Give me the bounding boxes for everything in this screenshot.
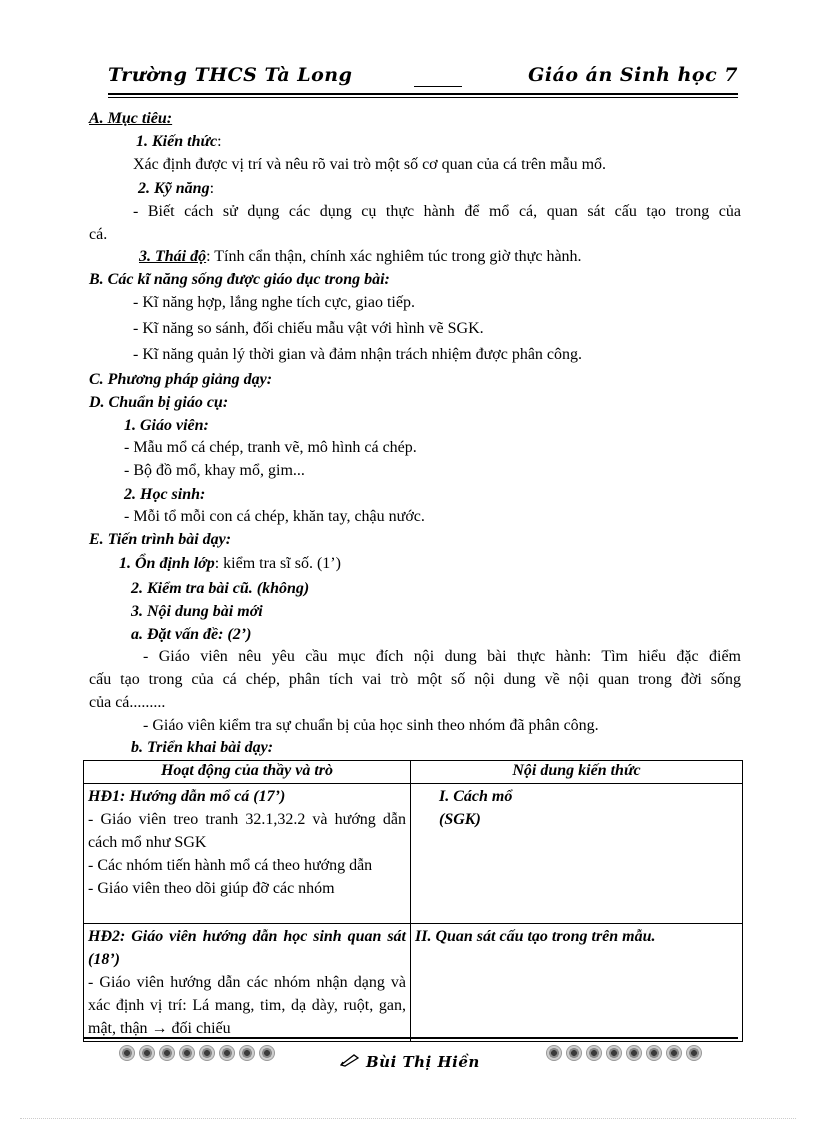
- d1-label: 1. Giáo viên:: [124, 417, 209, 434]
- flower-icon: [685, 1044, 703, 1062]
- content-title: I. Cách mổ: [439, 788, 513, 805]
- flower-icon: [665, 1044, 683, 1062]
- flower-icon: [238, 1044, 256, 1062]
- a3-line: [139, 248, 582, 266]
- flower-icon: [218, 1044, 236, 1062]
- a2-text-line2: cá.: [89, 226, 108, 243]
- a1-colon: :: [217, 133, 222, 150]
- author-signature: [340, 1053, 480, 1071]
- ea-text-line4: - Giáo viên kiểm tra sự chuẩn bị của học sinh theo nhóm đã phân công.: [143, 717, 599, 734]
- section-d-title: D. Chuẩn bị giáo cụ:: [89, 394, 229, 411]
- a3-label: 3. Thái độ: [139, 248, 207, 265]
- flower-icon: [138, 1044, 156, 1062]
- a1-text: Xác định được vị trí và nêu rõ vai trò một số cơ quan của cá trên mẫu mổ.: [133, 156, 607, 173]
- flower-icon: [158, 1044, 176, 1062]
- a2-colon: :: [209, 180, 215, 197]
- content-title: II. Quan sát cấu tạo trong trên mẫu.: [415, 928, 656, 945]
- d1-item-1: - Mẫu mổ cá chép, tranh vẽ, mô hình cá chép.: [124, 439, 417, 456]
- e1-line: [119, 555, 341, 573]
- flower-icon: [585, 1044, 603, 1062]
- table-row: [84, 924, 743, 1042]
- activity-title: HĐ1: Hướng dẫn mổ cá (17’): [88, 788, 286, 805]
- flower-icon: [198, 1044, 216, 1062]
- school-name: Trường THCS Tà Long: [108, 64, 353, 86]
- flower-icon: [625, 1044, 643, 1062]
- e2-label: 2. Kiểm tra bài cũ. (không): [131, 580, 310, 597]
- page-edge: [20, 1118, 796, 1119]
- a2-label: 2. Kỹ năng: [138, 180, 210, 197]
- ea-text-line1: - Giáo viên nêu yêu cầu mục đích nội dung bài thực hành: Tìm hiểu đặc điểm: [143, 648, 741, 665]
- content-sub: (SGK): [439, 811, 481, 828]
- table-row: [84, 784, 743, 924]
- b-item-1: - Kĩ năng hợp, lắng nghe tích cực, giao tiếp.: [133, 294, 415, 311]
- header-rule-thin: [108, 97, 738, 98]
- a1-heading: [136, 133, 222, 151]
- flower-icon: [118, 1044, 136, 1062]
- table-header-content: Nội dung kiến thức: [411, 761, 743, 784]
- e3-label: 3. Nội dung bài mới: [131, 603, 263, 620]
- flower-border-left: [118, 1044, 276, 1066]
- footer-rule-thin: [83, 1041, 738, 1042]
- flower-border-right: [545, 1044, 703, 1066]
- a2-heading: [138, 180, 214, 198]
- b-item-3: - Kĩ năng quản lý thời gian và đảm nhận trách nhiệm được phân công.: [133, 346, 583, 363]
- d1-item-2: - Bộ đồ mổ, khay mổ, gim...: [124, 462, 305, 479]
- flower-icon: [545, 1044, 563, 1062]
- section-c-title: C. Phương pháp giảng dạy:: [89, 371, 273, 388]
- activity-line: - Giáo viên theo dõi giúp đỡ các nhóm: [88, 880, 335, 897]
- page-header: [108, 62, 738, 94]
- a1-label: 1. Kiến thức: [136, 133, 218, 150]
- flower-icon: [178, 1044, 196, 1062]
- content-cell: [411, 924, 743, 1042]
- ea-text-line3: của cá.........: [89, 694, 166, 711]
- section-e-title: E. Tiến trình bài dạy:: [89, 531, 232, 548]
- lesson-table: [83, 760, 743, 1042]
- header-divider: [414, 86, 462, 87]
- flower-icon: [258, 1044, 276, 1062]
- ea-label: a. Đặt vấn đề: (2’): [131, 626, 252, 643]
- table-header-activity: Hoạt động của thầy và trò: [84, 761, 411, 784]
- content-cell: [411, 784, 743, 924]
- b-item-2: - Kĩ năng so sánh, đối chiếu mẫu vật với hình vẽ SGK.: [133, 320, 484, 337]
- table-header-row: [84, 761, 743, 784]
- d2-text: - Mỗi tổ mỗi con cá chép, khăn tay, chậu nước.: [124, 508, 425, 525]
- footer-rule: [83, 1037, 738, 1039]
- activity-line: - Các nhóm tiến hành mổ cá theo hướng dẫn: [88, 857, 373, 874]
- e1-text: : kiểm tra sĩ số. (1’): [214, 555, 341, 572]
- d2-label: 2. Học sinh:: [124, 486, 206, 503]
- a3-text: : Tính cẩn thận, chính xác nghiêm túc trong giờ thực hành.: [206, 248, 582, 265]
- activity-line: - Giáo viên treo tranh 32.1,32.2 và hướng dẫn cách mổ như SGK: [88, 811, 406, 851]
- flower-icon: [605, 1044, 623, 1062]
- header-rule: [108, 93, 738, 95]
- author-name: Bùi Thị Hiền: [366, 1053, 480, 1071]
- pen-icon: [340, 1053, 360, 1071]
- flower-icon: [565, 1044, 583, 1062]
- section-a-title: A. Mục tiêu:: [89, 110, 173, 127]
- activity-cell: [84, 784, 411, 924]
- ea-text-line2: cấu tạo trong của cá chép, phân tích vai trò một số nội dung về nội quan trong đời sống: [89, 671, 741, 688]
- a2-text-line1: - Biết cách sử dụng các dụng cụ thực hành để mổ cá, quan sát cấu tạo trong của: [133, 203, 741, 220]
- activity-title: HĐ2: Giáo viên hướng dẫn học sinh quan sát (18’): [88, 928, 406, 968]
- subject-title: Giáo án Sinh học 7: [528, 64, 738, 86]
- eb-label: b. Triển khai bài dạy:: [131, 739, 274, 756]
- activity-line: - Giáo viên hướng dẫn các nhóm nhận dạng và xác định vị trí: Lá mang, tim, dạ dày, ruột, gan, mật, thận → đối chiếu: [88, 974, 406, 1037]
- section-b-title: B. Các kĩ năng sống được giáo dục trong bài:: [89, 271, 390, 288]
- e1-label: 1. Ổn định lớp: [119, 555, 215, 572]
- flower-icon: [645, 1044, 663, 1062]
- activity-cell: [84, 924, 411, 1042]
